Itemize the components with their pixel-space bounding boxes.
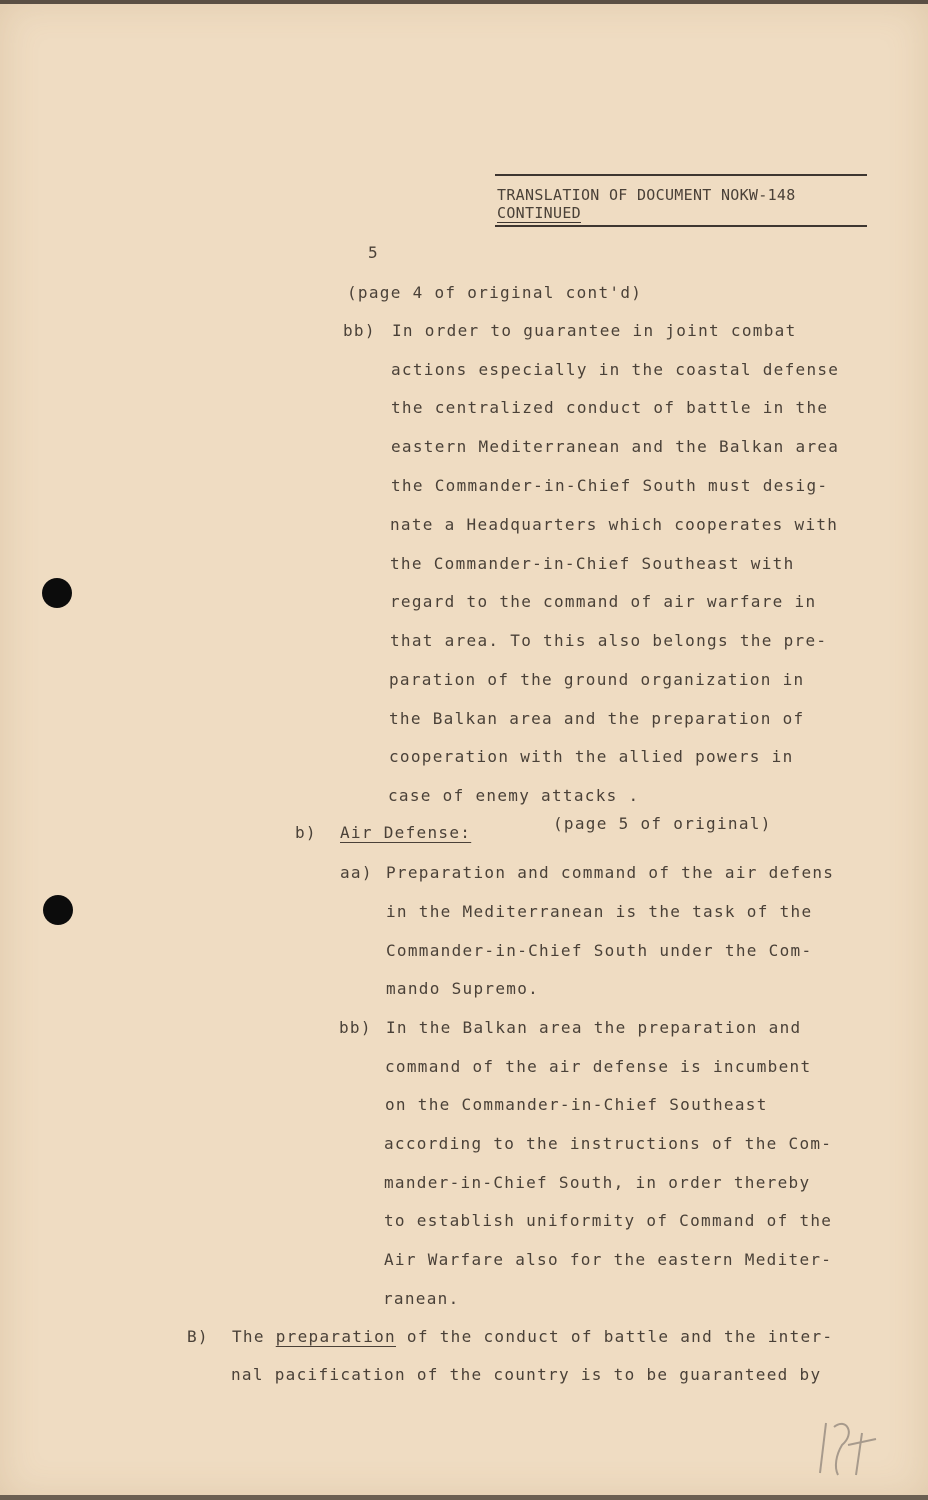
para-bb1-label: bb) bbox=[343, 321, 376, 340]
para-bb1-line: actions especially in the coastal defense bbox=[391, 360, 840, 379]
para-bb1-line: nate a Headquarters which cooperates with bbox=[390, 515, 839, 534]
scan-edge-top bbox=[0, 0, 928, 4]
document-header bbox=[495, 174, 867, 227]
para-bb2-label: bb) bbox=[339, 1018, 372, 1037]
para-bb2-line: Air Warfare also for the eastern Mediter- bbox=[384, 1250, 833, 1269]
para-bb1-line: In order to guarantee in joint combat bbox=[392, 321, 797, 340]
para-bb1-line: the centralized conduct of battle in the bbox=[391, 398, 829, 417]
header-title: TRANSLATION OF DOCUMENT NOKW-148 bbox=[497, 186, 796, 204]
section-B-underlined-word: preparation bbox=[275, 1327, 396, 1346]
para-aa-line: Preparation and command of the air defens bbox=[386, 863, 835, 882]
section-b-label: b) bbox=[295, 823, 317, 842]
para-bb1-line: eastern Mediterranean and the Balkan area bbox=[391, 437, 840, 456]
para-bb2-line: ranean. bbox=[383, 1289, 460, 1308]
page-ref-mid: (page 5 of original) bbox=[553, 814, 772, 833]
para-bb1-line: case of enemy attacks . bbox=[388, 786, 640, 805]
para-bb1-line: that area. To this also belongs the pre- bbox=[390, 631, 828, 650]
para-aa-label: aa) bbox=[340, 863, 373, 882]
para-aa-line: mando Supremo. bbox=[386, 979, 540, 998]
para-aa-line: in the Mediterranean is the task of the bbox=[386, 902, 813, 921]
para-bb1-line: the Commander-in-Chief Southeast with bbox=[390, 554, 795, 573]
punch-hole-lower bbox=[43, 895, 73, 925]
section-B-label: B) bbox=[187, 1327, 209, 1346]
para-bb2-line: command of the air defense is incumbent bbox=[385, 1057, 812, 1076]
para-bb1-line: paration of the ground organization in bbox=[389, 670, 805, 689]
para-aa-line: Commander-in-Chief South under the Com- bbox=[386, 941, 813, 960]
para-bb2-line: according to the instructions of the Com- bbox=[384, 1134, 833, 1153]
para-bb1-line: regard to the command of air warfare in bbox=[390, 592, 817, 611]
para-bb1-line: the Commander-in-Chief South must desig- bbox=[391, 476, 829, 495]
section-b-title: Air Defense: bbox=[340, 823, 472, 842]
para-bb2-line: In the Balkan area the preparation and bbox=[386, 1018, 802, 1037]
handwritten-mark-icon bbox=[812, 1415, 892, 1480]
header-continued: CONTINUED bbox=[497, 204, 581, 222]
punch-hole-upper bbox=[42, 578, 72, 608]
scan-edge-bottom bbox=[0, 1495, 928, 1500]
page-ref-start: (page 4 of original cont'd) bbox=[347, 283, 643, 302]
para-bb1-line: the Balkan area and the preparation of bbox=[389, 709, 805, 728]
section-B-line2: nal pacification of the country is to be guaranteed by bbox=[231, 1365, 822, 1384]
para-bb2-line: on the Commander-in-Chief Southeast bbox=[385, 1095, 768, 1114]
para-bb2-line: to establish uniformity of Command of the bbox=[384, 1211, 833, 1230]
section-B-line1 bbox=[232, 1327, 833, 1347]
para-bb2-line: mander-in-Chief South, in order thereby bbox=[384, 1173, 811, 1192]
section-B-line1-post: of the conduct of battle and the inter- bbox=[396, 1327, 834, 1346]
page-number: 5 bbox=[368, 243, 379, 262]
section-B-line1-pre: The bbox=[232, 1327, 276, 1346]
para-bb1-line: cooperation with the allied powers in bbox=[389, 747, 794, 766]
